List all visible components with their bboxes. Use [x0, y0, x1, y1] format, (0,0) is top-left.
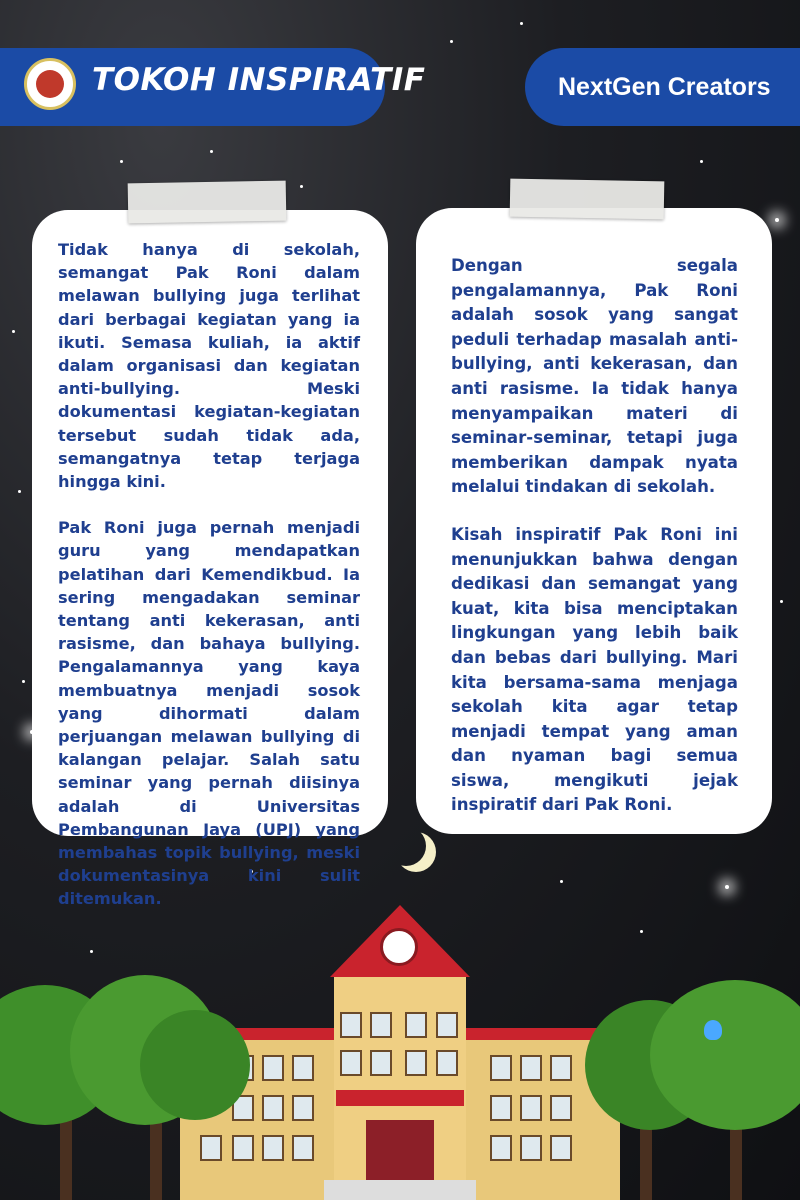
moon-icon [386, 826, 426, 866]
sparkle-star [725, 885, 729, 889]
story-text-left [58, 238, 360, 934]
school-emblem-icon [24, 58, 76, 110]
brand-name: NextGen Creators [558, 73, 771, 101]
butterfly-icon [704, 1020, 722, 1040]
paragraph: Tidak hanya di sekolah, semangat Pak Roni dalam melawan bullying juga terlihat dari berbagai kegiatan yang ia ikuti. Semasa kuliah, ia aktif dalam organisasi dan kegiatan anti-bullying. Meski dokumentasi kegiatan-kegiatan tersebut sudah tidak ada, semangatnya tetap terjaga hingga kini. [58, 240, 360, 492]
school-door [366, 1120, 434, 1180]
page-title: TOKOH INSPIRATIF [92, 62, 426, 98]
story-text-right [451, 254, 738, 841]
tape-decoration [128, 181, 287, 224]
sparkle-star [775, 218, 779, 222]
paragraph: Dengan segala pengalamannya, Pak Roni adalah sosok yang sangat peduli terhadap masalah anti-bullying, anti kekerasan, dan anti rasisme. Ia tidak hanya menyampaikan materi di seminar-seminar, tetapi juga memberikan dampak nyata melalui tindakan di sekolah. [451, 256, 738, 497]
paragraph: Kisah inspiratif Pak Roni ini menunjukkan bahwa dengan dedikasi dan semangat yang kuat, kita bisa menciptakan lingkungan yang lebih baik dan bebas dari bullying. Mari kita bersama-sama menjaga sekolah kita agar tetap menjadi tempat yang aman dan nyaman bagi semua siswa, mengikuti jejak inspiratif dari Pak Roni. [451, 524, 738, 815]
paragraph: Pak Roni juga pernah menjadi guru yang mendapatkan pelatihan dari Kemendikbud. Ia sering mengadakan seminar tentang anti kekerasan, anti rasisme, dan bahaya bullying. Pengalamannya yang kaya membuatnya menjadi sosok yang dihormati dalam perjuangan melawan bullying di kalangan pelajar. Salah satu seminar yang pernah diisinya adalah di Universitas Pembangunan Jaya (UPJ) yang membahas topik bullying, meski dokumentasinya kini sulit ditemukan. [58, 518, 360, 909]
tape-decoration [510, 179, 665, 220]
clock-icon [380, 928, 418, 966]
